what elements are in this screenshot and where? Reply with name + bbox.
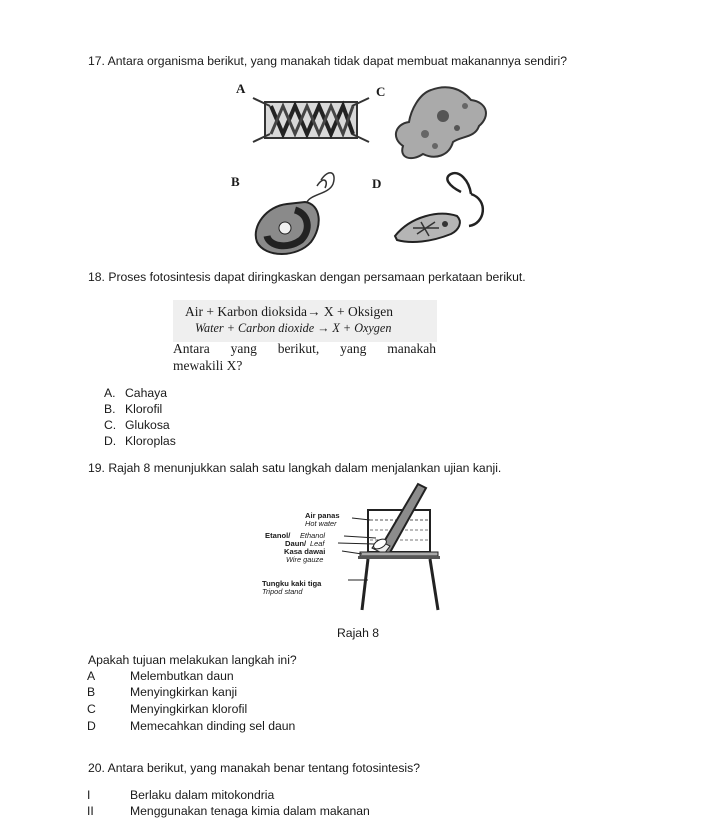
organism-figure	[225, 76, 495, 261]
label-etanol: Etanol/	[265, 531, 291, 540]
question-19-text: 19. Rajah 8 menunjukkan salah satu langkah dalam menjalankan ujian kanji.	[88, 461, 502, 475]
label-daun: Daun/	[285, 539, 307, 548]
figure-caption: Rajah 8	[337, 626, 380, 640]
option-row[interactable]	[87, 669, 234, 683]
option-letter: C	[87, 702, 96, 716]
organism-a-drawing	[253, 98, 369, 142]
option-row[interactable]	[87, 702, 247, 716]
question-18-options	[104, 386, 304, 456]
question-20-statements	[87, 788, 487, 824]
organism-drawings	[225, 76, 495, 261]
option-letter: D.	[104, 434, 117, 448]
option-text: Cahaya	[125, 386, 168, 400]
label-tripod: Tripod stand	[262, 587, 303, 596]
option-letter: B	[87, 685, 96, 699]
option-row[interactable]	[104, 386, 167, 400]
label-tungku: Tungku kaki tiga	[262, 579, 322, 588]
label-leaf: Leaf	[310, 539, 325, 548]
statement-row	[87, 804, 370, 818]
option-text: Kloroplas	[125, 434, 176, 448]
label-ethanol: Ethanol	[300, 531, 326, 540]
option-row[interactable]	[104, 434, 176, 448]
equation-box	[173, 300, 437, 342]
statement-row	[87, 788, 274, 802]
option-letter: B.	[104, 402, 116, 416]
option-text: Memecahkan dinding sel daun	[130, 719, 296, 733]
option-text: Menyingkirkan klorofil	[130, 702, 248, 716]
option-row[interactable]	[87, 719, 295, 733]
figure-label-b: B	[231, 174, 240, 189]
question-18-prompt-line2: mewakili X?	[173, 358, 243, 373]
question-20-text: 20. Antara berikut, yang manakah benar tentang fotosintesis?	[88, 761, 420, 775]
equation-english: Water + Carbon dioxide → X + Oxygen	[195, 321, 392, 335]
question-19-prompt: Apakah tujuan melakukan langkah ini?	[88, 653, 297, 667]
option-text: Glukosa	[125, 418, 170, 432]
option-letter: A.	[104, 386, 116, 400]
statement-text: Menggunakan tenaga kimia dalam makanan	[130, 804, 370, 818]
option-text: Melembutkan daun	[130, 669, 234, 683]
question-18-text: 18. Proses fotosintesis dapat diringkaskan dengan persamaan perkataan berikut.	[88, 270, 526, 284]
option-text: Menyingkirkan kanji	[130, 685, 238, 699]
statement-number: I	[87, 788, 91, 802]
label-hot-water: Hot water	[305, 519, 337, 528]
figure-label-a: A	[236, 81, 246, 96]
option-letter: C.	[104, 418, 117, 432]
question-19-options	[87, 669, 387, 735]
figure-label-d: D	[372, 176, 382, 191]
question-18-prompt-line1: Antara yang berikut, yang manakah	[173, 341, 436, 356]
option-row[interactable]	[104, 402, 162, 416]
option-row[interactable]	[104, 418, 170, 432]
label-kasa-dawai: Kasa dawai	[284, 547, 326, 556]
label-air-panas: Air panas	[305, 511, 340, 520]
figure-label-c: C	[376, 84, 386, 99]
starch-test-diagram	[258, 480, 458, 615]
question-17-text: 17. Antara organisma berikut, yang manakah tidak dapat membuat makanannya sendiri?	[88, 54, 567, 68]
option-letter: D	[87, 719, 96, 733]
organism-c-drawing	[396, 87, 486, 158]
statement-text: Berlaku dalam mitokondria	[130, 788, 275, 802]
statement-number: II	[87, 804, 94, 818]
equation-malay: Air + Karbon dioksida→ X + Oksigen	[185, 304, 393, 319]
organism-b-drawing	[256, 173, 334, 254]
label-wire-gauze: Wire gauze	[286, 555, 324, 564]
option-row[interactable]	[87, 685, 237, 699]
organism-d-drawing	[395, 173, 483, 242]
option-letter: A	[87, 669, 96, 683]
option-text: Klorofil	[125, 402, 163, 416]
